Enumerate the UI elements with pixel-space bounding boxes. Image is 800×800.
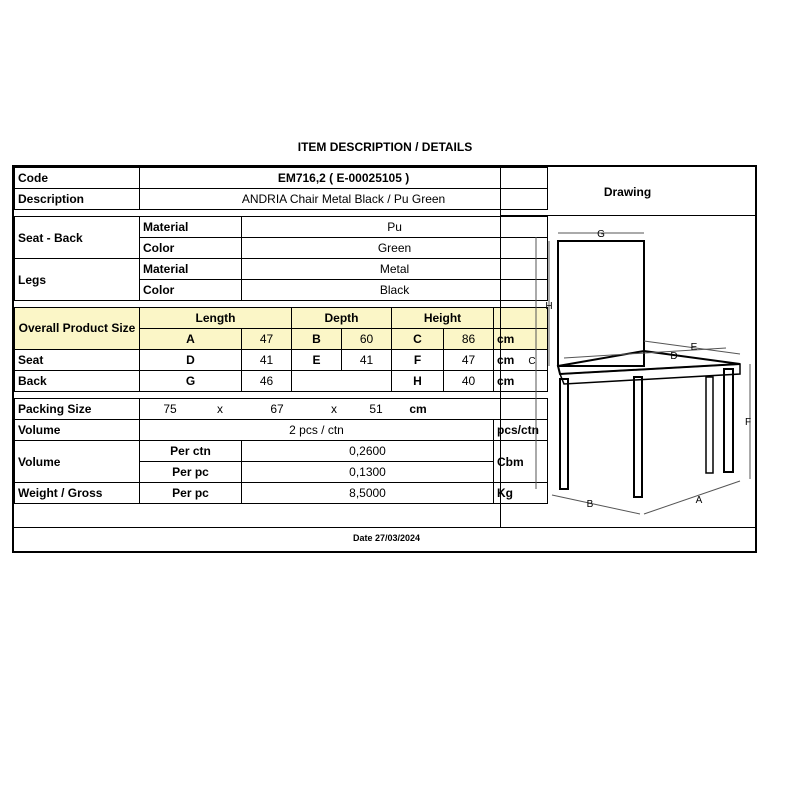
legs-material-label: Material [140,259,242,280]
dim-h-label: H [392,371,444,392]
dim-f-value: 47 [444,350,494,371]
weight-label: Weight / Gross [15,483,140,504]
packing-height: 51 [369,402,383,416]
packing-x2: x [331,402,337,416]
overall-header-row [15,308,548,329]
per-ctn-label: Per ctn [140,441,242,462]
dim-d-label: D [140,350,242,371]
per-pc-value: 0,1300 [242,462,494,483]
chair-leg-front-left [560,379,568,489]
drawing-title: Drawing [603,185,652,199]
back-empty [292,371,392,392]
dim-h-value: 40 [444,371,494,392]
description-label: Description [15,189,140,210]
dim-b-label: B [292,329,342,350]
dim-e-value: 41 [342,350,392,371]
page-title: ITEM DESCRIPTION / DETAILS [297,140,473,154]
volume-pcs-unit: pcs/ctn [494,420,548,441]
weight-per-pc-label: Per pc [140,483,242,504]
volume-pcs-row [15,420,548,441]
back-row [15,371,548,392]
spec-sheet [12,165,757,553]
dim-f-label: F [392,350,444,371]
legs-material-row [15,259,548,280]
height-header: Height [392,308,494,329]
drawing-label-a: A [695,495,703,506]
chair-leg-back [706,377,713,473]
description-row [15,189,548,210]
drawing-label-b: B [586,499,594,510]
chair-leg-rear [634,377,642,497]
drawing-label-c: C [528,356,536,367]
legs-material-value: Metal [242,259,548,280]
drawing-label-e: E [690,342,698,353]
drawing-label-d: D [670,351,678,362]
volume-cbm-label: Volume [15,441,140,483]
spec-table [14,167,548,504]
volume-ctn-row [15,441,548,462]
dim-g-value: 46 [242,371,292,392]
overall-unit: cm [494,329,548,350]
date-separator [14,527,755,528]
packing-length: 75 [163,402,177,416]
seat-unit: cm [494,350,548,371]
code-value: EM716,2 ( E-00025105 ) [140,168,548,189]
packing-row [15,399,548,420]
description-value: ANDRIA Chair Metal Black / Pu Green [140,189,548,210]
cbm-unit: Cbm [494,441,548,483]
chair-backrest [558,241,644,366]
dim-d-value: 41 [242,350,292,371]
chair-drawing [504,219,752,519]
volume-pcs-value: 2 pcs / ctn [140,420,494,441]
packing-x1: x [217,402,223,416]
weight-unit: Kg [494,483,548,504]
per-ctn-value: 0,2600 [242,441,494,462]
packing-unit: cm [409,402,427,416]
back-unit: cm [494,371,548,392]
date-text: Date 27/03/2024 [352,533,421,543]
dim-g-label: G [140,371,242,392]
per-pc-label: Per pc [140,462,242,483]
dim-c-value: 86 [444,329,494,350]
dim-c-label: C [392,329,444,350]
length-header: Length [140,308,292,329]
weight-value: 8,5000 [242,483,494,504]
seat-back-material-row [15,217,548,238]
volume-pcs-label: Volume [15,420,140,441]
dim-b-value: 60 [342,329,392,350]
legs-label: Legs [15,259,140,301]
legs-color-value: Black [242,280,548,301]
weight-row [15,483,548,504]
packing-label: Packing Size [15,399,140,420]
seat-back-color-label: Color [140,238,242,259]
drawing-divider [500,167,501,527]
seat-row [15,350,548,371]
overall-label: Overall Product Size [15,308,140,350]
back-label: Back [15,371,140,392]
dim-a-label: A [140,329,242,350]
drawing-separator [500,215,755,216]
drawing-label-f: F [744,417,752,428]
drawing-label-g: G [597,229,605,240]
dim-a-value: 47 [242,329,292,350]
code-label: Code [15,168,140,189]
packing-width: 67 [270,402,284,416]
drawing-label-h: H [545,301,553,312]
seat-back-material-value: Pu [242,217,548,238]
code-row [15,168,548,189]
depth-header: Depth [292,308,392,329]
seat-back-label: Seat - Back [15,217,140,259]
seat-back-material-label: Material [140,217,242,238]
chair-leg-front-right [724,369,733,472]
chair-seat [558,351,740,374]
seat-back-color-value: Green [242,238,548,259]
legs-color-label: Color [140,280,242,301]
packing-values [140,399,548,420]
dim-e-label: E [292,350,342,371]
seat-label: Seat [15,350,140,371]
